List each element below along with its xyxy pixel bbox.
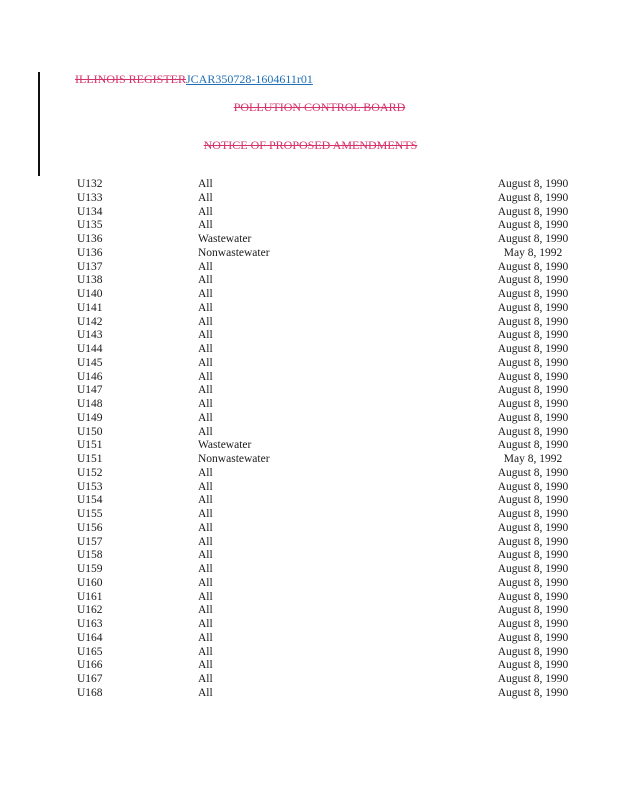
- waste-type-cell: All: [198, 260, 213, 273]
- effective-date-cell: August 8, 1990: [497, 508, 569, 520]
- effective-date-cell: August 8, 1990: [497, 673, 569, 685]
- waste-type-cell: All: [198, 686, 213, 699]
- waste-code-cell: U156: [77, 521, 103, 534]
- table-row: [0, 549, 621, 563]
- waste-type-cell: All: [198, 563, 213, 575]
- waste-code-cell: U132: [77, 178, 103, 190]
- effective-date-cell: August 8, 1990: [497, 439, 569, 452]
- effective-date-cell: August 8, 1990: [497, 315, 569, 328]
- table-row: [0, 412, 621, 426]
- table-row: [0, 632, 621, 646]
- table-row: [0, 247, 621, 261]
- waste-type-cell: All: [198, 384, 213, 397]
- effective-date-cell: August 8, 1990: [497, 356, 569, 369]
- waste-code-cell: U153: [77, 480, 103, 493]
- waste-type-cell: All: [198, 480, 213, 493]
- effective-date-cell: August 8, 1990: [497, 370, 569, 383]
- waste-type-cell: All: [198, 219, 213, 232]
- table-row: [0, 261, 621, 275]
- revision-change-bar: [38, 72, 40, 176]
- effective-date-cell: August 8, 1990: [497, 576, 569, 589]
- waste-code-cell: U145: [77, 356, 103, 369]
- waste-code-cell: U152: [77, 466, 103, 479]
- register-header: [75, 72, 313, 87]
- waste-code-cell: U138: [77, 274, 103, 287]
- waste-code-cell: U137: [77, 260, 103, 273]
- effective-date-cell: August 8, 1990: [497, 631, 569, 644]
- waste-code-cell: U146: [77, 370, 103, 383]
- waste-type-cell: All: [198, 521, 213, 534]
- effective-date-cell: August 8, 1990: [497, 398, 569, 410]
- waste-type-cell: All: [198, 288, 213, 300]
- effective-date-cell: August 8, 1990: [497, 274, 569, 287]
- table-row: [0, 288, 621, 302]
- waste-code-cell: U143: [77, 329, 103, 342]
- waste-type-cell: All: [198, 494, 213, 507]
- waste-code-cell: U161: [77, 590, 103, 603]
- table-row: [0, 178, 621, 192]
- table-row: [0, 659, 621, 673]
- table-row: [0, 398, 621, 412]
- register-id-inserted[interactable]: JCAR350728-1604611r01: [186, 72, 313, 86]
- waste-code-cell: U165: [77, 645, 103, 658]
- waste-code-cell: U151: [77, 439, 103, 452]
- waste-type-cell: All: [198, 535, 213, 548]
- effective-date-cell: August 8, 1990: [497, 535, 569, 548]
- table-row: [0, 439, 621, 453]
- table-row: [0, 219, 621, 233]
- waste-code-cell: U168: [77, 686, 103, 699]
- waste-code-cell: U164: [77, 631, 103, 644]
- waste-type-cell: All: [198, 356, 213, 369]
- effective-date-cell: August 8, 1990: [497, 425, 569, 438]
- effective-date-cell: August 8, 1990: [497, 645, 569, 658]
- waste-code-cell: U136: [77, 246, 103, 259]
- waste-code-cell: U140: [77, 288, 103, 300]
- table-row: [0, 494, 621, 508]
- waste-type-cell: All: [198, 659, 213, 672]
- table-row: [0, 646, 621, 660]
- waste-type-cell: All: [198, 343, 213, 355]
- table-row: [0, 522, 621, 536]
- waste-code-cell: U159: [77, 563, 103, 575]
- waste-type-cell: All: [198, 178, 213, 190]
- table-row: [0, 426, 621, 440]
- effective-date-cell: August 8, 1990: [497, 563, 569, 575]
- waste-type-cell: All: [198, 329, 213, 342]
- waste-code-cell: U154: [77, 494, 103, 507]
- table-row: [0, 687, 621, 701]
- waste-code-cell: U162: [77, 604, 103, 617]
- waste-code-cell: U160: [77, 576, 103, 589]
- waste-code-cell: U157: [77, 535, 103, 548]
- effective-date-cell: August 8, 1990: [497, 494, 569, 507]
- effective-date-cell: August 8, 1990: [497, 384, 569, 397]
- waste-type-cell: All: [198, 425, 213, 438]
- waste-type-cell: All: [198, 301, 213, 314]
- table-row: [0, 591, 621, 605]
- effective-date-cell: May 8, 1992: [503, 453, 563, 465]
- table-row: [0, 233, 621, 247]
- table-row: [0, 467, 621, 481]
- table-row: [0, 508, 621, 522]
- waste-type-cell: All: [198, 631, 213, 644]
- board-title: POLLUTION CONTROL BOARD: [233, 100, 406, 114]
- waste-code-cell: U149: [77, 411, 103, 424]
- table-row: [0, 329, 621, 343]
- waste-type-cell: Wastewater: [198, 233, 252, 245]
- table-row: [0, 357, 621, 371]
- table-row: [0, 563, 621, 577]
- waste-type-cell: Wastewater: [198, 439, 252, 452]
- table-row: [0, 343, 621, 357]
- waste-type-cell: All: [198, 576, 213, 589]
- waste-code-cell: U150: [77, 425, 103, 438]
- waste-code-cell: U133: [77, 191, 103, 204]
- waste-code-cell: U147: [77, 384, 103, 397]
- table-row: [0, 371, 621, 385]
- waste-code-cell: U155: [77, 508, 103, 520]
- waste-code-cell: U141: [77, 301, 103, 314]
- effective-date-cell: August 8, 1990: [497, 178, 569, 190]
- table-row: [0, 673, 621, 687]
- effective-date-cell: August 8, 1990: [497, 686, 569, 699]
- effective-date-cell: August 8, 1990: [497, 219, 569, 232]
- waste-code-cell: U134: [77, 205, 103, 218]
- table-row: [0, 481, 621, 495]
- table-row: [0, 577, 621, 591]
- waste-type-cell: All: [198, 398, 213, 410]
- table-row: [0, 453, 621, 467]
- effective-date-cell: August 8, 1990: [497, 233, 569, 245]
- table-row: [0, 302, 621, 316]
- waste-code-cell: U142: [77, 315, 103, 328]
- waste-type-cell: Nonwastewater: [198, 246, 270, 259]
- effective-date-cell: August 8, 1990: [497, 288, 569, 300]
- effective-date-cell: August 8, 1990: [497, 604, 569, 617]
- effective-date-cell: August 8, 1990: [497, 549, 569, 562]
- waste-type-cell: All: [198, 191, 213, 204]
- effective-date-cell: August 8, 1990: [497, 659, 569, 672]
- table-row: [0, 618, 621, 632]
- waste-code-cell: U167: [77, 673, 103, 685]
- waste-type-cell: All: [198, 370, 213, 383]
- effective-date-cell: August 8, 1990: [497, 618, 569, 630]
- waste-type-cell: All: [198, 205, 213, 218]
- waste-type-cell: All: [198, 618, 213, 630]
- table-row: [0, 206, 621, 220]
- table-row: [0, 536, 621, 550]
- waste-code-table: [0, 178, 621, 701]
- table-row: [0, 192, 621, 206]
- waste-type-cell: All: [198, 673, 213, 685]
- effective-date-cell: August 8, 1990: [497, 260, 569, 273]
- waste-type-cell: All: [198, 590, 213, 603]
- waste-code-cell: U163: [77, 618, 103, 630]
- effective-date-cell: August 8, 1990: [497, 466, 569, 479]
- waste-type-cell: All: [198, 411, 213, 424]
- effective-date-cell: August 8, 1990: [497, 521, 569, 534]
- effective-date-cell: August 8, 1990: [497, 191, 569, 204]
- table-row: [0, 316, 621, 330]
- effective-date-cell: August 8, 1990: [497, 590, 569, 603]
- waste-type-cell: All: [198, 549, 213, 562]
- effective-date-cell: August 8, 1990: [497, 301, 569, 314]
- waste-type-cell: All: [198, 466, 213, 479]
- waste-type-cell: All: [198, 274, 213, 287]
- effective-date-cell: August 8, 1990: [497, 329, 569, 342]
- waste-code-cell: U144: [77, 343, 103, 355]
- waste-code-cell: U151: [77, 453, 103, 465]
- waste-type-cell: All: [198, 508, 213, 520]
- effective-date-cell: August 8, 1990: [497, 343, 569, 355]
- table-row: [0, 274, 621, 288]
- waste-type-cell: All: [198, 645, 213, 658]
- waste-code-cell: U166: [77, 659, 103, 672]
- effective-date-cell: August 8, 1990: [497, 480, 569, 493]
- waste-code-cell: U148: [77, 398, 103, 410]
- effective-date-cell: May 8, 1992: [503, 246, 563, 259]
- waste-code-cell: U135: [77, 219, 103, 232]
- table-row: [0, 604, 621, 618]
- waste-code-cell: U136: [77, 233, 103, 245]
- effective-date-cell: August 8, 1990: [497, 411, 569, 424]
- effective-date-cell: August 8, 1990: [497, 205, 569, 218]
- waste-type-cell: All: [198, 315, 213, 328]
- register-title-deleted: ILLINOIS REGISTER: [75, 72, 186, 86]
- notice-title: NOTICE OF PROPOSED AMENDMENTS: [203, 138, 418, 152]
- table-row: [0, 384, 621, 398]
- waste-type-cell: Nonwastewater: [198, 453, 270, 465]
- waste-code-cell: U158: [77, 549, 103, 562]
- waste-type-cell: All: [198, 604, 213, 617]
